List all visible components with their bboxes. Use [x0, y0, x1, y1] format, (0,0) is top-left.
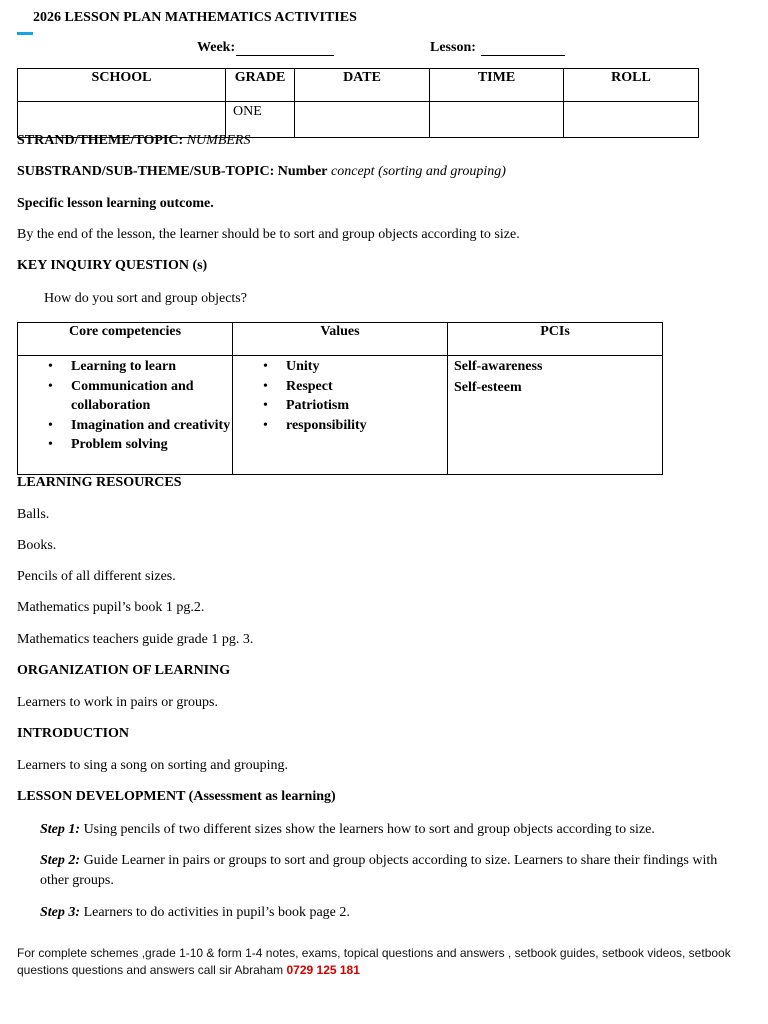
header-grade: GRADE — [226, 69, 295, 102]
competency-table — [17, 322, 663, 475]
step-1 — [40, 820, 740, 840]
footer-text: For complete schemes ,grade 1-10 & form 1-4 notes, exams, topical questions and answers , setbook guides, setbook videos, setbook questions questions and answers call sir Abraham — [17, 946, 731, 977]
list-item: • Respect — [286, 377, 447, 397]
list-item: • Unity — [286, 357, 447, 377]
header-core-competencies: Core competencies — [18, 323, 233, 356]
outcome-heading: Specific lesson learning outcome. — [17, 196, 214, 211]
cell-date — [295, 102, 430, 138]
substrand-line — [17, 164, 506, 180]
inquiry-question: How do you sort and group objects? — [44, 291, 247, 306]
pcis-cell — [448, 356, 663, 475]
values-list — [233, 357, 447, 435]
footer-note — [17, 945, 752, 979]
core-competencies-list — [18, 357, 232, 455]
header-values: Values — [233, 323, 448, 356]
week-label: Week: — [197, 40, 236, 55]
accent-bar — [17, 32, 33, 35]
strand-label: STRAND/THEME/TOPIC: — [17, 133, 184, 148]
resources-heading: LEARNING RESOURCES — [17, 475, 182, 490]
resource-item: Balls. — [17, 507, 50, 522]
step-label: Step 2: — [40, 853, 81, 868]
week-field — [197, 40, 334, 56]
step-label: Step 3: — [40, 905, 81, 920]
list-item: Self-esteem — [454, 379, 522, 395]
cell-roll — [564, 102, 699, 138]
lesson-blank — [481, 41, 565, 56]
list-item: • Problem solving — [71, 435, 232, 455]
outcome-text: By the end of the lesson, the learner should be to sort and group objects according to size. — [17, 227, 520, 242]
header-school: SCHOOL — [18, 69, 226, 102]
development-heading: LESSON DEVELOPMENT (Assessment as learning) — [17, 789, 336, 804]
header-roll: ROLL — [564, 69, 699, 102]
resource-item: Pencils of all different sizes. — [17, 569, 176, 584]
step-text: Guide Learner in pairs or groups to sort and group objects according to size. Learners to share their findings with other groups. — [40, 853, 718, 888]
substrand-value-italic: concept (sorting and grouping) — [331, 164, 506, 179]
header-date: DATE — [295, 69, 430, 102]
list-item: • Communication and collaboration — [71, 377, 232, 416]
list-item: • Learning to learn — [71, 357, 232, 377]
organization-text: Learners to work in pairs or groups. — [17, 695, 219, 710]
introduction-heading: INTRODUCTION — [17, 726, 130, 741]
footer-phone: 0729 125 181 — [286, 963, 360, 977]
list-item: Self-awareness — [454, 359, 543, 374]
lesson-label: Lesson: — [430, 40, 476, 55]
header-pcis: PCIs — [448, 323, 663, 356]
strand-value: NUMBERS — [186, 133, 251, 148]
list-item: • Patriotism — [286, 396, 447, 416]
week-blank — [236, 41, 334, 56]
resource-item: Mathematics teachers guide grade 1 pg. 3. — [17, 632, 254, 647]
step-text: Using pencils of two different sizes show the learners how to sort and group objects according to size. — [83, 822, 655, 837]
step-label: Step 1: — [40, 822, 81, 837]
values-cell — [233, 356, 448, 475]
inquiry-heading: KEY INQUIRY QUESTION (s) — [17, 258, 208, 273]
header-time: TIME — [430, 69, 564, 102]
core-competencies-cell — [18, 356, 233, 475]
lesson-field — [430, 40, 565, 56]
organization-heading: ORGANIZATION OF LEARNING — [17, 663, 231, 678]
resource-item: Books. — [17, 538, 57, 553]
list-item: • Imagination and creativity — [71, 416, 232, 436]
substrand-label: SUBSTRAND/SUB-THEME/SUB-TOPIC: — [17, 164, 275, 179]
cell-time — [430, 102, 564, 138]
step-2 — [40, 851, 740, 891]
introduction-text: Learners to sing a song on sorting and grouping. — [17, 758, 289, 773]
substrand-value-bold: Number — [277, 164, 328, 179]
resource-item: Mathematics pupil’s book 1 pg.2. — [17, 600, 205, 615]
document-title: 2026 LESSON PLAN MATHEMATICS ACTIVITIES — [33, 10, 357, 25]
step-text: Learners to do activities in pupil’s book page 2. — [83, 905, 350, 920]
school-info-table — [17, 68, 699, 138]
list-item: • responsibility — [286, 416, 447, 436]
strand-line — [17, 133, 250, 149]
step-3 — [40, 903, 740, 923]
cell-grade: ONE — [226, 102, 295, 138]
